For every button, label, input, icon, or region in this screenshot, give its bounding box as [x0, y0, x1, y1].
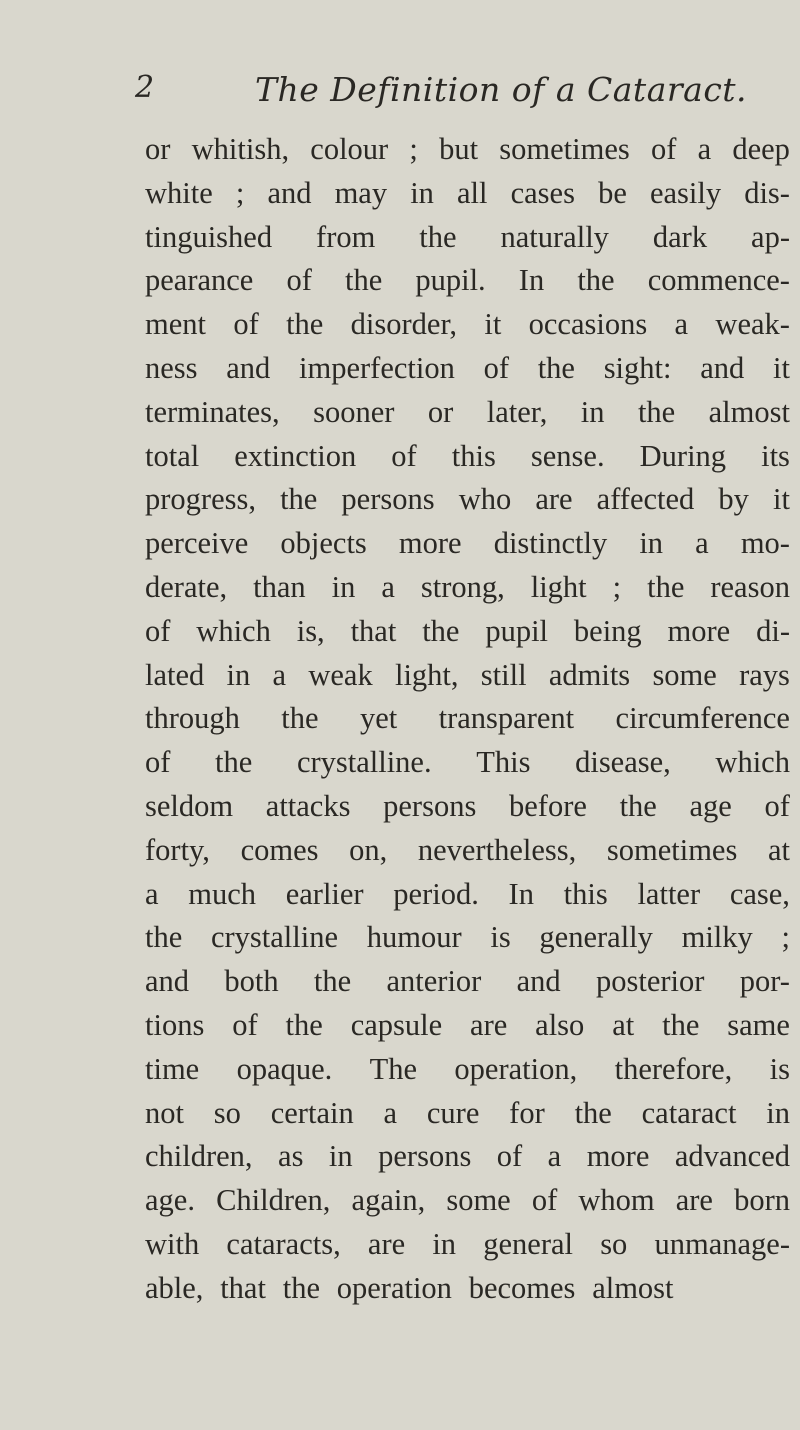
- word: much: [188, 876, 257, 911]
- word: colour: [310, 132, 389, 166]
- word: at: [767, 832, 790, 867]
- word: sense.: [530, 438, 605, 473]
- word: nevertheless,: [417, 832, 577, 867]
- word: objects: [280, 526, 367, 561]
- word: ;: [235, 175, 245, 210]
- word: a: [674, 307, 689, 342]
- word: por-: [739, 964, 790, 999]
- word: this: [451, 438, 496, 473]
- word: a: [145, 876, 159, 911]
- text-line: [145, 916, 790, 960]
- word: in: [432, 1226, 457, 1261]
- word: more: [398, 526, 462, 561]
- word: of: [232, 1007, 258, 1042]
- word: of: [145, 613, 171, 648]
- word: and: [700, 350, 745, 385]
- word: or: [427, 394, 454, 429]
- word: the: [577, 263, 615, 298]
- word: In: [518, 263, 545, 298]
- word: the: [285, 1007, 323, 1042]
- word: circumference: [615, 701, 790, 736]
- word: latter: [637, 876, 701, 911]
- word: forty,: [145, 832, 210, 867]
- word: age: [689, 788, 732, 823]
- text-line: [145, 697, 790, 741]
- word: In: [508, 876, 534, 911]
- word: same: [727, 1007, 790, 1042]
- word: the: [280, 482, 318, 517]
- word: is: [769, 1051, 790, 1086]
- word: also: [535, 1007, 585, 1042]
- word: capsule: [350, 1007, 443, 1042]
- word: the: [647, 569, 685, 604]
- word: of: [764, 788, 790, 823]
- word: before: [509, 788, 587, 823]
- text-line: [145, 522, 790, 566]
- word: persons: [341, 482, 435, 517]
- text-line: [145, 1092, 790, 1136]
- word: in: [226, 657, 251, 692]
- word: that: [350, 613, 397, 648]
- word: operation: [336, 1270, 452, 1305]
- word: commence-: [647, 263, 790, 298]
- word: advanced: [674, 1139, 790, 1174]
- text-line: [145, 654, 790, 698]
- word: light: [530, 569, 587, 604]
- word: pupil: [485, 613, 549, 648]
- word: cataract: [641, 1095, 737, 1130]
- word: of: [483, 350, 509, 385]
- word: not: [145, 1095, 184, 1130]
- word: opaque.: [236, 1051, 333, 1086]
- word: reason: [710, 569, 790, 604]
- word: later,: [486, 394, 548, 429]
- word: ness: [145, 350, 198, 385]
- word: cataracts,: [226, 1226, 341, 1261]
- word: white: [145, 175, 213, 210]
- word: certain: [270, 1095, 354, 1130]
- word: admits: [548, 657, 631, 692]
- word: seldom: [145, 788, 234, 823]
- word: During: [639, 438, 727, 473]
- word: a: [697, 132, 712, 166]
- word: pupil.: [415, 263, 486, 298]
- word: rays: [739, 657, 790, 692]
- page-header: [135, 70, 785, 120]
- word: its: [761, 438, 790, 473]
- word: age.: [145, 1183, 195, 1218]
- word: the: [619, 788, 657, 823]
- word: who: [458, 482, 512, 517]
- word: distinctly: [493, 526, 608, 561]
- word: by: [718, 482, 749, 517]
- word: Children,: [216, 1183, 331, 1218]
- word: the: [574, 1095, 612, 1130]
- word: which: [715, 745, 790, 780]
- text-line: [145, 1179, 790, 1223]
- word: so: [600, 1226, 628, 1261]
- word: posterior: [596, 964, 705, 999]
- page-number: 2: [135, 70, 155, 105]
- word: in: [639, 526, 664, 561]
- word: pearance: [145, 263, 254, 298]
- word: a: [381, 569, 395, 604]
- word: some: [446, 1183, 511, 1218]
- word: of: [286, 263, 312, 298]
- text-line: [145, 216, 790, 260]
- word: the: [419, 219, 457, 254]
- word: in: [331, 569, 356, 604]
- word: weak: [308, 657, 373, 692]
- word: attacks: [265, 788, 351, 823]
- word: so: [213, 1095, 241, 1130]
- word: the: [215, 745, 253, 780]
- text-line: [145, 1267, 790, 1311]
- word: in: [580, 394, 605, 429]
- word: in: [766, 1095, 790, 1130]
- word: more: [586, 1139, 650, 1174]
- word: both: [224, 964, 279, 999]
- running-head: The Definition of a Cataract.: [255, 70, 748, 109]
- word: a: [383, 1095, 398, 1130]
- text-line: [145, 347, 790, 391]
- word: on,: [349, 832, 388, 867]
- word: occasions: [528, 307, 648, 342]
- word: still: [480, 657, 527, 692]
- text-line: [145, 478, 790, 522]
- word: strong,: [420, 569, 505, 604]
- text-line: [145, 303, 790, 347]
- word: this: [563, 876, 608, 911]
- word: therefore,: [614, 1051, 733, 1086]
- word: born: [734, 1183, 790, 1218]
- word: again,: [351, 1183, 426, 1218]
- word: of: [391, 438, 417, 473]
- word: affected: [596, 482, 695, 517]
- word: ap-: [751, 219, 790, 254]
- word: it: [484, 307, 502, 342]
- word: ;: [409, 132, 418, 166]
- word: whom: [578, 1183, 655, 1218]
- word: comes: [240, 832, 319, 867]
- word: with: [145, 1226, 200, 1261]
- word: generally: [539, 920, 653, 955]
- word: a: [547, 1139, 562, 1174]
- word: and: [516, 964, 561, 999]
- text-line: [145, 259, 790, 303]
- word: more: [667, 613, 731, 648]
- word: the: [662, 1007, 700, 1042]
- word: humour: [366, 920, 462, 955]
- word: light,: [394, 657, 459, 692]
- text-line: [145, 829, 790, 873]
- word: are: [675, 1183, 713, 1218]
- word: it: [772, 482, 790, 517]
- word: children,: [145, 1139, 253, 1174]
- word: or: [145, 132, 171, 166]
- text-line: [145, 741, 790, 785]
- word: ment: [145, 307, 206, 342]
- text-line: [145, 1135, 790, 1179]
- word: becomes: [468, 1270, 576, 1305]
- word: anterior: [386, 964, 482, 999]
- text-line: [145, 785, 790, 829]
- word: transparent: [438, 701, 575, 736]
- word: for: [509, 1095, 545, 1130]
- word: weak-: [715, 307, 790, 342]
- text-line: [145, 960, 790, 1004]
- word: at: [612, 1007, 635, 1042]
- word: cases: [510, 175, 575, 210]
- text-line: [145, 1223, 790, 1267]
- word: sometimes: [499, 132, 630, 166]
- word: all: [457, 175, 488, 210]
- word: a: [695, 526, 709, 561]
- word: perceive: [145, 526, 249, 561]
- word: of: [650, 132, 677, 166]
- word: cure: [426, 1095, 480, 1130]
- text-line: [145, 566, 790, 610]
- word: a: [272, 657, 287, 692]
- word: in: [328, 1139, 353, 1174]
- word: the: [637, 394, 676, 429]
- word: progress,: [145, 482, 256, 517]
- word: derate,: [145, 569, 228, 604]
- word: easily: [649, 175, 722, 210]
- word: naturally: [500, 219, 609, 254]
- word: sooner: [313, 394, 395, 429]
- word: persons: [383, 788, 477, 823]
- word: terminates,: [145, 394, 280, 429]
- word: the: [422, 613, 460, 648]
- word: is,: [296, 613, 325, 648]
- word: are: [470, 1007, 508, 1042]
- word: di-: [756, 613, 790, 648]
- word: period.: [393, 876, 479, 911]
- word: of: [145, 745, 171, 780]
- word: disease,: [575, 745, 671, 780]
- word: deep: [732, 132, 790, 166]
- word: be: [598, 175, 627, 210]
- word: whitish,: [191, 132, 290, 166]
- word: is: [490, 920, 511, 955]
- word: are: [367, 1226, 406, 1261]
- word: sometimes: [606, 832, 738, 867]
- word: are: [535, 482, 573, 517]
- word: which: [196, 613, 271, 648]
- word: This: [476, 745, 531, 780]
- word: the: [286, 307, 324, 342]
- word: imperfection: [299, 350, 455, 385]
- word: tinguished: [145, 219, 273, 254]
- word: extinction: [234, 438, 357, 473]
- word: the: [145, 920, 183, 955]
- word: disorder,: [350, 307, 458, 342]
- word: some: [652, 657, 717, 692]
- word: being: [573, 613, 642, 648]
- word: the: [313, 964, 352, 999]
- word: and: [267, 175, 312, 210]
- word: from: [316, 219, 376, 254]
- text-line: [145, 873, 790, 917]
- word: mo-: [740, 526, 790, 561]
- word: general: [483, 1226, 573, 1261]
- word: of: [496, 1139, 523, 1174]
- word: in: [410, 175, 434, 210]
- text-line: [145, 435, 790, 479]
- word: ;: [781, 920, 790, 955]
- word: able,: [145, 1270, 204, 1305]
- text-line: [145, 391, 790, 435]
- word: through: [145, 701, 240, 736]
- text-line: [145, 1004, 790, 1048]
- word: of: [531, 1183, 558, 1218]
- word: ;: [612, 569, 622, 604]
- word: yet: [359, 701, 398, 736]
- word: it: [772, 350, 790, 385]
- word: dis-: [744, 175, 790, 210]
- word: almost: [592, 1270, 674, 1305]
- word: unmanage-: [654, 1226, 790, 1261]
- text-line: [145, 1048, 790, 1092]
- word: case,: [729, 876, 790, 911]
- word: than: [253, 569, 306, 604]
- word: sight:: [603, 350, 672, 385]
- word: and: [145, 964, 190, 999]
- word: and: [226, 350, 271, 385]
- word: dark: [652, 219, 708, 254]
- word: persons: [378, 1139, 472, 1174]
- word: the: [344, 263, 383, 298]
- word: total: [145, 438, 200, 473]
- word: almost: [708, 394, 790, 429]
- word: that: [220, 1270, 266, 1305]
- word: crystalline.: [296, 745, 432, 780]
- word: the: [537, 350, 575, 385]
- word: the: [282, 1270, 320, 1305]
- word: time: [145, 1051, 200, 1086]
- word: tions: [145, 1007, 205, 1042]
- word: crystalline: [210, 920, 339, 955]
- word: milky: [681, 920, 753, 955]
- word: as: [278, 1139, 304, 1174]
- word: but: [439, 132, 479, 166]
- word: operation,: [454, 1051, 578, 1086]
- word: of: [233, 307, 259, 342]
- text-line: [145, 610, 790, 654]
- text-line: [145, 128, 790, 172]
- word: lated: [145, 657, 205, 692]
- text-line: [145, 172, 790, 216]
- word: the: [281, 701, 319, 736]
- body-text: [145, 128, 790, 1311]
- word: The: [369, 1051, 418, 1086]
- word: earlier: [285, 876, 364, 911]
- word: may: [334, 175, 388, 210]
